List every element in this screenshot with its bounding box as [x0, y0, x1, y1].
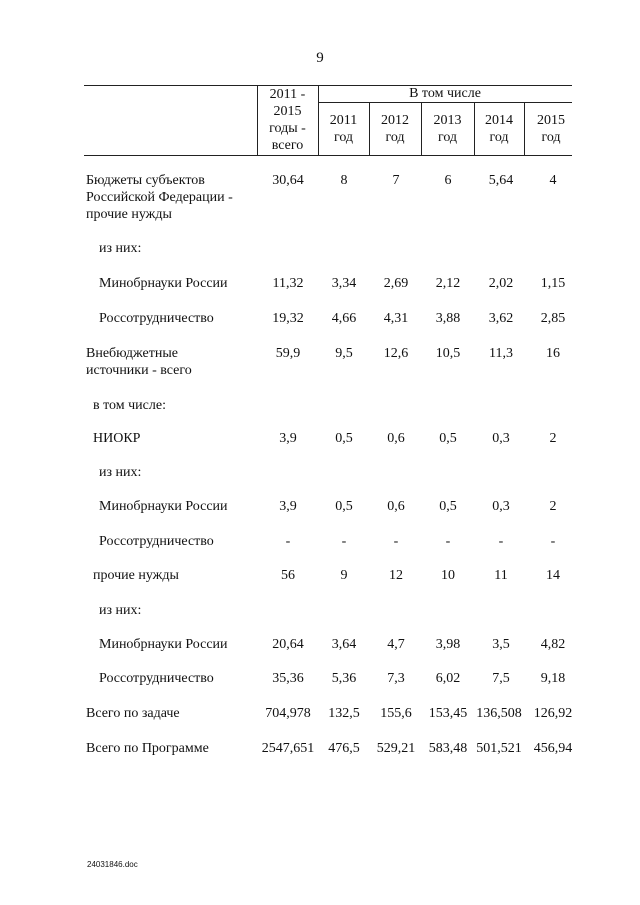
row-label: Минобрнауки России	[99, 637, 228, 652]
table-cell: 0,5	[439, 499, 457, 514]
table-cell: 4,66	[331, 311, 357, 326]
table-cell: 2,69	[383, 276, 409, 291]
row-label: Всего по Программе	[86, 741, 209, 756]
table-cell: 3,64	[331, 637, 357, 652]
table-cell: 456,94	[533, 741, 573, 756]
table-cell: 3,62	[488, 311, 514, 326]
header-year-2014: 2014 год	[485, 113, 513, 145]
table-cell: 12	[389, 568, 403, 583]
row-label: из них:	[99, 465, 142, 480]
table-cell: 6,02	[435, 671, 461, 686]
row-label: Россотрудничество	[99, 671, 214, 686]
table-cell: 6	[444, 173, 452, 188]
table-cell: -	[498, 534, 504, 549]
row-label: Минобрнауки России	[99, 499, 228, 514]
table-cell: 19,32	[272, 311, 304, 326]
table-cell: 3,88	[435, 311, 461, 326]
table-cell: 3,34	[331, 276, 357, 291]
table-cell: 126,92	[533, 706, 573, 721]
table-cell: 3,98	[435, 637, 461, 652]
table-cell: 11,3	[489, 346, 513, 361]
row-label: из них:	[99, 603, 142, 618]
header-total-column: 2011 - 2015 годы - всего	[269, 87, 306, 153]
table-cell: -	[445, 534, 451, 549]
table-cell: 10	[441, 568, 455, 583]
row-label: Всего по задаче	[86, 706, 180, 721]
table-cell: 0,5	[335, 431, 353, 446]
table-cell: 2,12	[435, 276, 461, 291]
header-year-2013: 2013 год	[433, 113, 462, 145]
table-cell: 153,45	[428, 706, 468, 721]
header-group-label: В том числе	[409, 86, 481, 101]
table-cell: 0,6	[387, 499, 405, 514]
table-cell: 136,508	[476, 706, 522, 721]
table-cell: 0,3	[492, 431, 510, 446]
row-label: Внебюджетные источники - всего	[86, 346, 192, 378]
table-cell: 132,5	[328, 706, 360, 721]
table-cell: 0,6	[387, 431, 405, 446]
table-cell: 1,15	[540, 276, 566, 291]
table-cell: 155,6	[380, 706, 412, 721]
table-cell: 2547,651	[261, 741, 315, 756]
header-year-2015: 2015 год	[537, 113, 565, 145]
row-label: в том числе:	[93, 398, 166, 413]
table-cell: 0,5	[439, 431, 457, 446]
footer-filename: 24031846.doc	[87, 860, 138, 869]
row-label: из них:	[99, 241, 142, 256]
page-number: 9	[316, 50, 324, 66]
table-cell: 7,5	[492, 671, 510, 686]
table-cell: 9	[340, 568, 348, 583]
table-cell: 2	[549, 431, 557, 446]
table-cell: 9,5	[335, 346, 353, 361]
table-cell: 5,36	[331, 671, 357, 686]
header-bottom-rule	[84, 155, 572, 156]
table-cell: 2	[549, 499, 557, 514]
table-cell: 56	[281, 568, 295, 583]
table-cell: 2,02	[488, 276, 514, 291]
row-label: Россотрудничество	[99, 534, 214, 549]
table-cell: 10,5	[435, 346, 461, 361]
row-label: Россотрудничество	[99, 311, 214, 326]
table-cell: 59,9	[275, 346, 301, 361]
table-cell: 2,85	[540, 311, 566, 326]
row-label: Бюджеты субъектов Российской Федерации - прочие нужды	[86, 173, 233, 222]
table-cell: 4	[549, 173, 557, 188]
table-cell: 704,978	[265, 706, 311, 721]
table-cell: 11	[494, 568, 508, 583]
table-cell: -	[393, 534, 399, 549]
table-cell: 7,3	[387, 671, 405, 686]
table-cell: 12,6	[383, 346, 409, 361]
table-cell: 501,521	[476, 741, 522, 756]
table-cell: 9,18	[540, 671, 566, 686]
table-cell: 4,82	[540, 637, 566, 652]
table-cell: -	[341, 534, 347, 549]
table-cell: 0,5	[335, 499, 353, 514]
table-cell: 5,64	[488, 173, 514, 188]
header-year-2011: 2011 год	[329, 113, 358, 145]
table-cell: 4,7	[387, 637, 405, 652]
table-cell: -	[550, 534, 556, 549]
table-cell: 4,31	[383, 311, 409, 326]
table-cell: 3,5	[492, 637, 510, 652]
table-cell: 30,64	[272, 173, 304, 188]
table-cell: 35,36	[272, 671, 304, 686]
table-cell: 16	[546, 346, 560, 361]
year-group-rule	[318, 102, 572, 103]
table-cell: 583,48	[428, 741, 468, 756]
table-cell: 3,9	[279, 431, 297, 446]
header-year-2012: 2012 год	[381, 113, 409, 145]
table-cell: 476,5	[328, 741, 360, 756]
row-label: НИОКР	[93, 431, 141, 446]
table-cell: 3,9	[279, 499, 297, 514]
table-cell: 529,21	[376, 741, 416, 756]
table-cell: 11,32	[272, 276, 304, 291]
row-label: прочие нужды	[93, 568, 179, 583]
table-cell: -	[285, 534, 291, 549]
row-label: Минобрнауки России	[99, 276, 228, 291]
table-cell: 14	[546, 568, 560, 583]
table-cell: 7	[392, 173, 400, 188]
table-cell: 8	[340, 173, 348, 188]
table-cell: 20,64	[272, 637, 304, 652]
table-cell: 0,3	[492, 499, 510, 514]
